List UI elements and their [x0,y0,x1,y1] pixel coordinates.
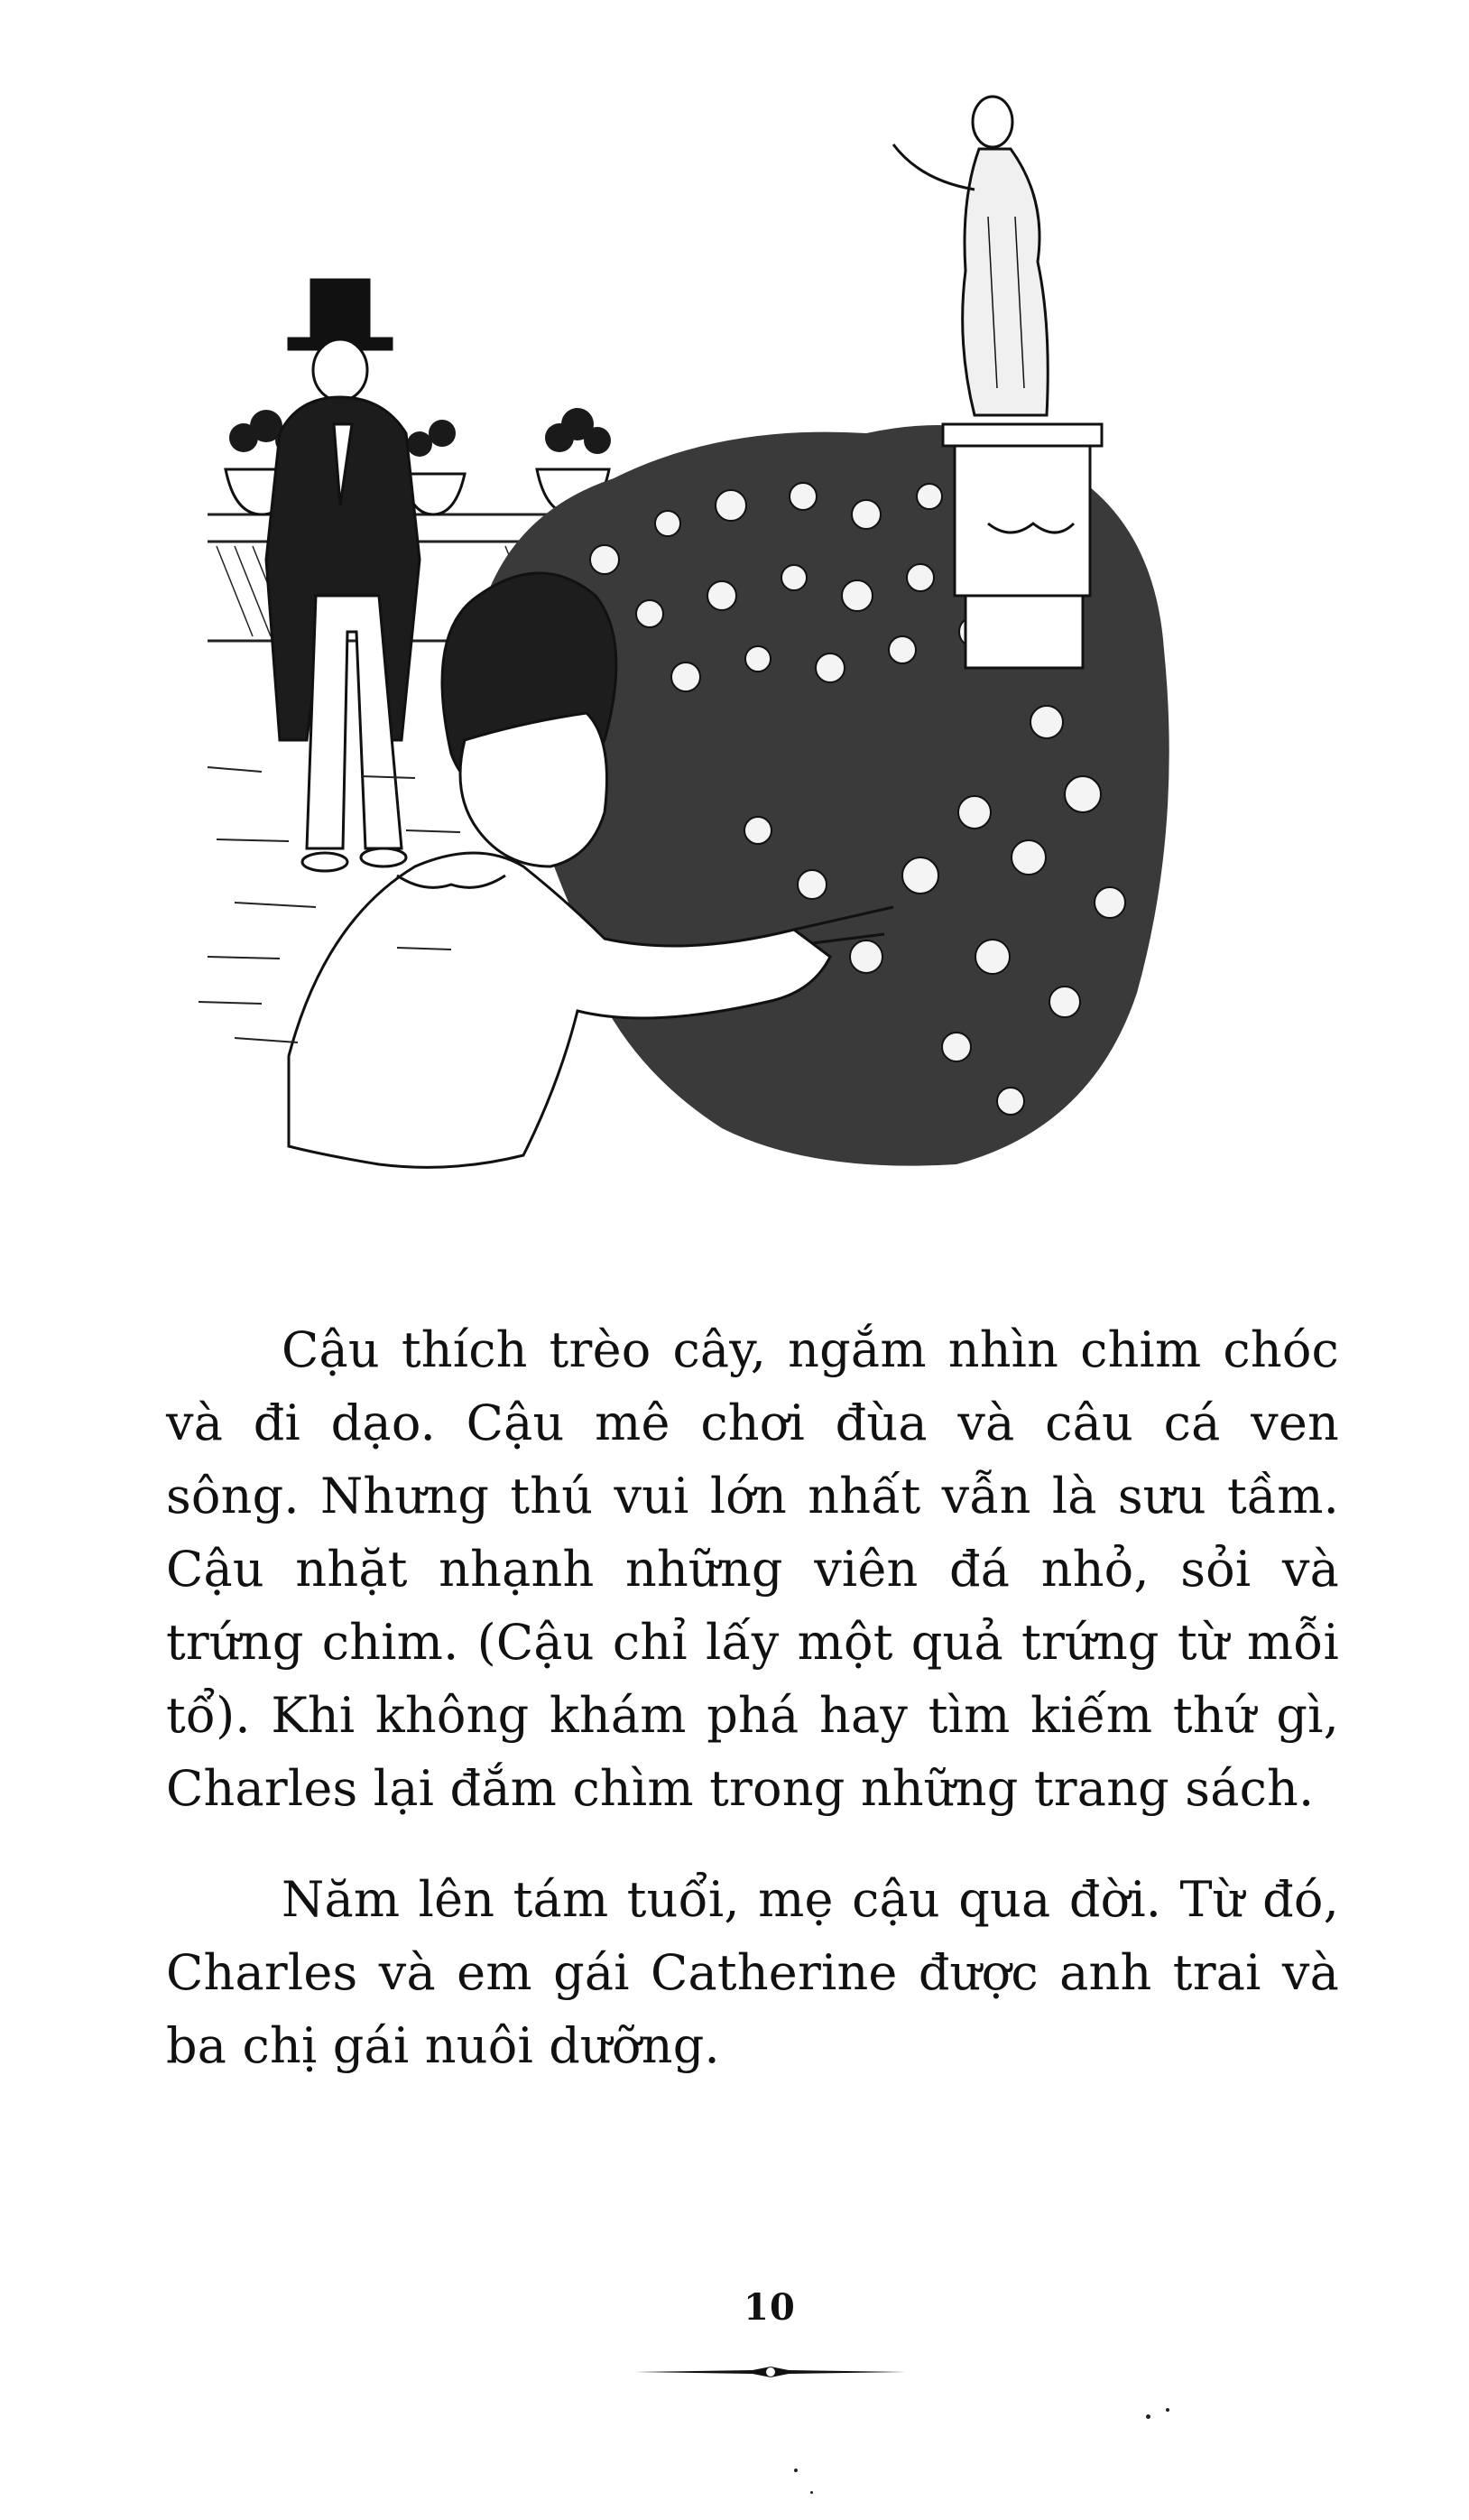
paragraph-2: Năm lên tám tuổi, mẹ cậu qua đời. Từ đó, Charles và em gái Catherine được anh trai và ba chị gái nuôi dưỡng. [166,1871,1339,2074]
paragraph-1: Cậu thích trèo cây, ngắm nhìn chim chóc và đi dạo. Cậu mê chơi đùa và câu cá ven sông. Nhưng thú vui lớn nhất vẫn là sưu tầm. Cậu nhặt nhạnh những viên đá nhỏ, sỏi và trứng chim. (Cậu chỉ lấy một quả trứng từ mỗi tổ). Khi không khám phá hay tìm kiếm thứ gì, Charles lại đắm chìm trong những trang sách. [166,1321,1339,1817]
page-number: 10 [744,2286,796,2329]
garden-scene-illustration [180,90,1218,1273]
print-speck [1166,2408,1169,2412]
print-speck [794,2469,798,2472]
page-number-ornament [635,2365,906,2379]
gentleman-figure [266,280,420,871]
body-text [166,1313,1339,2082]
print-speck [810,2491,813,2494]
print-speck [1146,2414,1150,2419]
